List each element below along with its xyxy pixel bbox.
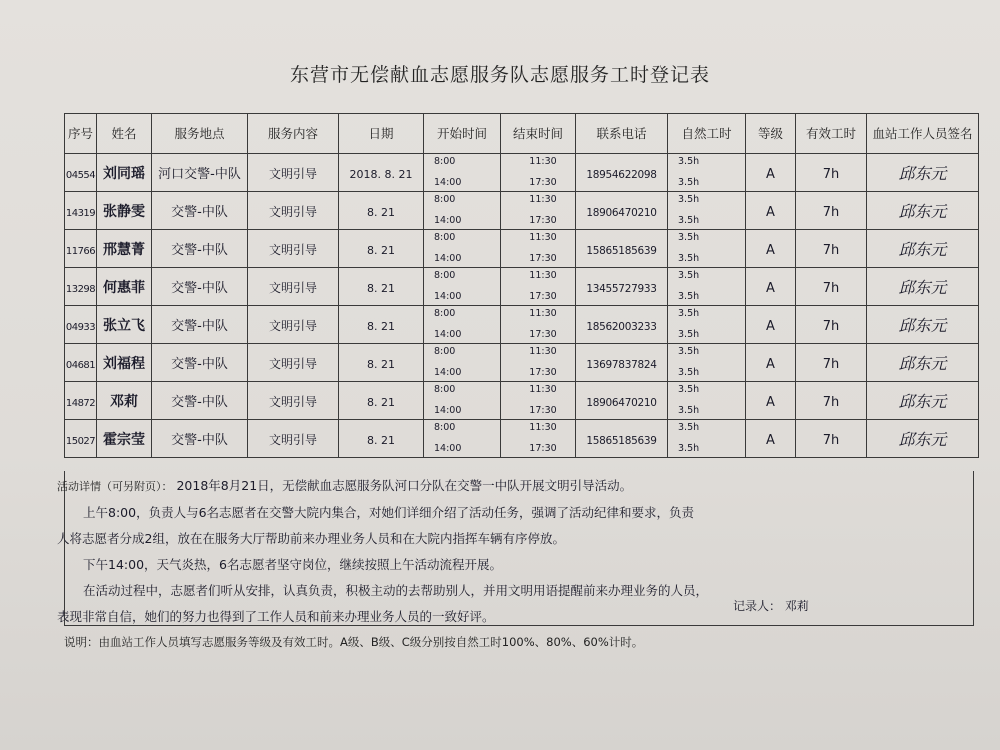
name-cell-value: 张立飞: [103, 317, 145, 334]
natural-hours-cell-value: 3.5h: [678, 422, 700, 433]
grade-cell: [746, 268, 796, 306]
hours-table: [64, 113, 979, 458]
name-cell: [97, 306, 152, 344]
activity-detail-text: [57, 473, 973, 630]
start-time-cell-value: 8:00: [434, 270, 456, 281]
serial-cell: [65, 230, 97, 268]
natural-hours-cell-value: 3.5h: [678, 405, 700, 416]
place-cell: [152, 268, 248, 306]
phone-cell-value: 15865185639: [586, 245, 657, 257]
recorder: [733, 597, 809, 614]
grade-cell: [746, 154, 796, 192]
footnote: 说明：由血站工作人员填写志愿服务等级及有效工时。A级、B级、C级分别按自然工时100%、80%、60%计时。: [64, 635, 644, 649]
content-cell-value: 文明引导: [268, 167, 317, 181]
start-time-cell: [424, 268, 501, 306]
name-cell: [97, 154, 152, 192]
serial-cell-value: 14872: [65, 398, 96, 409]
name-cell-value: 霍宗莹: [103, 431, 145, 448]
content-cell-value: 文明引导: [268, 433, 317, 447]
phone-cell: [576, 192, 668, 230]
signature-cell-value: 邱东元: [898, 354, 947, 373]
signature-cell: [867, 230, 979, 268]
serial-cell: [65, 344, 97, 382]
table-row: [65, 192, 979, 230]
column-header: 等级: [746, 114, 796, 154]
signature-cell: [867, 306, 979, 344]
serial-cell-value: 04681: [65, 360, 96, 371]
grade-cell: [746, 306, 796, 344]
effective-hours-cell-value: 7h: [822, 395, 840, 410]
grade-cell-value: A: [766, 357, 775, 372]
content-cell: [248, 306, 339, 344]
serial-cell: [65, 306, 97, 344]
date-cell-value: 2018. 8. 21: [349, 168, 413, 181]
effective-hours-cell-value: 7h: [822, 357, 840, 372]
detail-line-text: 2018年8月21日，无偿献血志愿服务队河口分队在交警一中队开展文明引导活动。: [176, 478, 633, 493]
date-cell: [339, 154, 424, 192]
effective-hours-cell-value: 7h: [822, 243, 840, 258]
name-cell-value: 张静雯: [103, 203, 145, 220]
natural-hours-cell: [668, 192, 746, 230]
date-cell: [339, 382, 424, 420]
natural-hours-cell: [668, 154, 746, 192]
signature-cell-value: 邱东元: [898, 316, 947, 335]
end-time-cell-value: 11:30: [529, 346, 557, 357]
date-cell: [339, 420, 424, 458]
column-header: 序号: [65, 114, 97, 154]
table-row: [65, 420, 979, 458]
end-time-cell-value: 11:30: [529, 384, 557, 395]
serial-cell: [65, 192, 97, 230]
effective-hours-cell: [796, 230, 867, 268]
natural-hours-cell-value: 3.5h: [678, 367, 700, 378]
date-cell: [339, 230, 424, 268]
date-cell-value: 8. 21: [367, 244, 395, 257]
content-cell: [248, 382, 339, 420]
signature-cell-value: 邱东元: [898, 392, 947, 411]
serial-cell-value: 13298: [65, 284, 96, 295]
signature-cell: [867, 268, 979, 306]
end-time-cell-value: 17:30: [529, 177, 557, 188]
phone-cell-value: 18906470210: [586, 207, 657, 219]
signature-cell: [867, 192, 979, 230]
name-cell: [97, 420, 152, 458]
phone-cell: [576, 420, 668, 458]
table-row: [65, 382, 979, 420]
signature-cell: [867, 382, 979, 420]
signature-cell: [867, 420, 979, 458]
end-time-cell-value: 11:30: [529, 232, 557, 243]
start-time-cell-value: 8:00: [434, 194, 456, 205]
page-title: 东营市无偿献血志愿服务队志愿服务工时登记表: [289, 64, 710, 86]
place-cell-value: 河口交警-中队: [158, 167, 241, 182]
phone-cell-value: 13697837824: [586, 359, 657, 371]
end-time-cell-value: 17:30: [529, 329, 557, 340]
date-cell: [339, 268, 424, 306]
grade-cell-value: A: [766, 319, 775, 334]
name-cell-value: 邓莉: [110, 393, 138, 410]
effective-hours-cell-value: 7h: [822, 433, 840, 448]
place-cell: [152, 382, 248, 420]
content-cell-value: 文明引导: [268, 319, 317, 333]
grade-cell-value: A: [766, 167, 775, 182]
phone-cell-value: 18562003233: [586, 321, 657, 333]
effective-hours-cell-value: 7h: [822, 205, 840, 220]
signature-cell-value: 邱东元: [898, 278, 947, 297]
serial-cell-value: 15027: [65, 436, 96, 447]
phone-cell-value: 15865185639: [586, 435, 657, 447]
start-time-cell: [424, 382, 501, 420]
content-cell: [248, 230, 339, 268]
start-time-cell: [424, 344, 501, 382]
grade-cell-value: A: [766, 433, 775, 448]
date-cell-value: 8. 21: [367, 358, 395, 371]
grade-cell-value: A: [766, 243, 775, 258]
name-cell: [97, 382, 152, 420]
detail-line: 上午8:00，负责人与6名志愿者在交警大院内集合，对她们详细介绍了活动任务，强调了活动纪律和要求，负责: [83, 505, 695, 520]
end-time-cell-value: 11:30: [529, 422, 557, 433]
detail-line: 表现非常自信，她们的努力也得到了工作人员和前来办理业务人员的一致好评。: [57, 609, 495, 624]
serial-cell-value: 04554: [65, 170, 96, 181]
content-cell: [248, 420, 339, 458]
natural-hours-cell-value: 3.5h: [678, 346, 700, 357]
start-time-cell-value: 14:00: [434, 291, 462, 302]
start-time-cell: [424, 420, 501, 458]
phone-cell: [576, 344, 668, 382]
natural-hours-cell-value: 3.5h: [678, 291, 700, 302]
date-cell: [339, 306, 424, 344]
place-cell-value: 交警-中队: [171, 319, 228, 334]
effective-hours-cell: [796, 420, 867, 458]
content-cell-value: 文明引导: [268, 205, 317, 219]
serial-cell: [65, 268, 97, 306]
date-cell-value: 8. 21: [367, 320, 395, 333]
start-time-cell-value: 8:00: [434, 156, 456, 167]
table-row: [65, 154, 979, 192]
phone-cell: [576, 230, 668, 268]
natural-hours-cell-value: 3.5h: [678, 194, 700, 205]
grade-cell-value: A: [766, 205, 775, 220]
place-cell-value: 交警-中队: [171, 205, 228, 220]
place-cell: [152, 230, 248, 268]
date-cell-value: 8. 21: [367, 434, 395, 447]
start-time-cell-value: 8:00: [434, 232, 456, 243]
place-cell: [152, 192, 248, 230]
serial-cell: [65, 382, 97, 420]
phone-cell: [576, 306, 668, 344]
date-cell-value: 8. 21: [367, 396, 395, 409]
name-cell: [97, 268, 152, 306]
end-time-cell: [501, 382, 576, 420]
effective-hours-cell-value: 7h: [822, 281, 840, 296]
start-time-cell-value: 8:00: [434, 422, 456, 433]
natural-hours-cell-value: 3.5h: [678, 384, 700, 395]
column-header: 自然工时: [668, 114, 746, 154]
signature-cell-value: 邱东元: [898, 202, 947, 221]
name-cell-value: 刘同瑶: [103, 165, 145, 182]
name-cell: [97, 230, 152, 268]
end-time-cell-value: 17:30: [529, 215, 557, 226]
detail-line: [57, 473, 973, 500]
column-header: 姓名: [97, 114, 152, 154]
recorder-name: 邓莉: [784, 599, 809, 613]
phone-cell: [576, 154, 668, 192]
start-time-cell-value: 14:00: [434, 177, 462, 188]
phone-cell: [576, 268, 668, 306]
effective-hours-cell: [796, 192, 867, 230]
table-row: [65, 268, 979, 306]
activity-detail-box: [57, 471, 974, 626]
effective-hours-cell: [796, 154, 867, 192]
natural-hours-cell-value: 3.5h: [678, 308, 700, 319]
column-header: 日期: [339, 114, 424, 154]
natural-hours-cell: [668, 344, 746, 382]
table-row: [65, 344, 979, 382]
phone-cell: [576, 382, 668, 420]
natural-hours-cell-value: 3.5h: [678, 443, 700, 454]
date-cell-value: 8. 21: [367, 282, 395, 295]
content-cell-value: 文明引导: [268, 281, 317, 295]
name-cell: [97, 344, 152, 382]
end-time-cell-value: 17:30: [529, 443, 557, 454]
column-header: 开始时间: [424, 114, 501, 154]
serial-cell: [65, 420, 97, 458]
phone-cell-value: 13455727933: [586, 283, 657, 295]
end-time-cell-value: 11:30: [529, 156, 557, 167]
grade-cell: [746, 382, 796, 420]
signature-cell-value: 邱东元: [898, 240, 947, 259]
natural-hours-cell: [668, 420, 746, 458]
grade-cell: [746, 192, 796, 230]
start-time-cell-value: 14:00: [434, 405, 462, 416]
end-time-cell: [501, 306, 576, 344]
detail-line: 在活动过程中，志愿者们听从安排，认真负责，积极主动的去帮助别人，并用文明用语提醒前来办理业务的人员，: [83, 583, 709, 598]
end-time-cell-value: 17:30: [529, 367, 557, 378]
content-cell-value: 文明引导: [268, 395, 317, 409]
effective-hours-cell: [796, 268, 867, 306]
place-cell-value: 交警-中队: [171, 357, 228, 372]
end-time-cell-value: 11:30: [529, 308, 557, 319]
end-time-cell: [501, 268, 576, 306]
end-time-cell-value: 11:30: [529, 194, 557, 205]
natural-hours-cell-value: 3.5h: [678, 329, 700, 340]
date-cell: [339, 192, 424, 230]
content-cell: [248, 344, 339, 382]
signature-cell-value: 邱东元: [898, 430, 947, 449]
end-time-cell: [501, 230, 576, 268]
phone-cell-value: 18906470210: [586, 397, 657, 409]
natural-hours-cell-value: 3.5h: [678, 232, 700, 243]
detail-label: 活动详情（可另附页）：: [57, 480, 173, 493]
place-cell-value: 交警-中队: [171, 395, 228, 410]
effective-hours-cell: [796, 382, 867, 420]
content-cell: [248, 192, 339, 230]
start-time-cell-value: 8:00: [434, 346, 456, 357]
column-header: 有效工时: [796, 114, 867, 154]
column-header: 血站工作人员签名: [867, 114, 979, 154]
end-time-cell: [501, 192, 576, 230]
place-cell-value: 交警-中队: [171, 281, 228, 296]
natural-hours-cell: [668, 230, 746, 268]
column-header: 服务地点: [152, 114, 248, 154]
end-time-cell-value: 17:30: [529, 291, 557, 302]
serial-cell-value: 14319: [65, 208, 96, 219]
natural-hours-cell-value: 3.5h: [678, 177, 700, 188]
signature-cell: [867, 154, 979, 192]
table-row: [65, 306, 979, 344]
start-time-cell-value: 14:00: [434, 367, 462, 378]
grade-cell-value: A: [766, 281, 775, 296]
name-cell-value: 刘福程: [103, 355, 145, 372]
date-cell: [339, 344, 424, 382]
natural-hours-cell-value: 3.5h: [678, 215, 700, 226]
place-cell-value: 交警-中队: [171, 243, 228, 258]
detail-line: 人将志愿者分成2组，放在在服务大厅帮助前来办理业务人员和在大院内指挥车辆有序停放。: [57, 531, 565, 546]
content-cell: [248, 268, 339, 306]
natural-hours-cell-value: 3.5h: [678, 253, 700, 264]
serial-cell-value: 11766: [65, 246, 96, 257]
natural-hours-cell-value: 3.5h: [678, 270, 700, 281]
natural-hours-cell: [668, 306, 746, 344]
content-cell: [248, 154, 339, 192]
column-header: 结束时间: [501, 114, 576, 154]
column-header: 服务内容: [248, 114, 339, 154]
date-cell-value: 8. 21: [367, 206, 395, 219]
natural-hours-cell: [668, 268, 746, 306]
start-time-cell-value: 14:00: [434, 253, 462, 264]
signature-cell-value: 邱东元: [898, 164, 947, 183]
effective-hours-cell-value: 7h: [822, 319, 840, 334]
place-cell: [152, 344, 248, 382]
natural-hours-cell: [668, 382, 746, 420]
end-time-cell: [501, 420, 576, 458]
start-time-cell-value: 14:00: [434, 215, 462, 226]
name-cell-value: 邢慧菁: [103, 241, 145, 258]
content-cell-value: 文明引导: [268, 357, 317, 371]
start-time-cell-value: 14:00: [434, 329, 462, 340]
effective-hours-cell: [796, 344, 867, 382]
place-cell: [152, 420, 248, 458]
table-row: [65, 230, 979, 268]
place-cell: [152, 154, 248, 192]
phone-cell-value: 18954622098: [586, 169, 657, 181]
grade-cell: [746, 230, 796, 268]
end-time-cell-value: 17:30: [529, 405, 557, 416]
natural-hours-cell-value: 3.5h: [678, 156, 700, 167]
start-time-cell: [424, 306, 501, 344]
detail-line: 下午14:00，天气炎热，6名志愿者坚守岗位，继续按照上午活动流程开展。: [83, 557, 502, 572]
serial-cell: [65, 154, 97, 192]
grade-cell: [746, 420, 796, 458]
end-time-cell: [501, 154, 576, 192]
recorder-label: 记录人：: [733, 599, 782, 613]
name-cell-value: 何惠菲: [103, 279, 145, 296]
start-time-cell-value: 8:00: [434, 384, 456, 395]
end-time-cell-value: 11:30: [529, 270, 557, 281]
effective-hours-cell: [796, 306, 867, 344]
end-time-cell-value: 17:30: [529, 253, 557, 264]
start-time-cell: [424, 192, 501, 230]
place-cell-value: 交警-中队: [171, 433, 228, 448]
grade-cell: [746, 344, 796, 382]
column-header: 联系电话: [576, 114, 668, 154]
place-cell: [152, 306, 248, 344]
name-cell: [97, 192, 152, 230]
start-time-cell-value: 14:00: [434, 443, 462, 454]
start-time-cell: [424, 154, 501, 192]
end-time-cell: [501, 344, 576, 382]
grade-cell-value: A: [766, 395, 775, 410]
content-cell-value: 文明引导: [268, 243, 317, 257]
table-header-row: [65, 114, 979, 154]
signature-cell: [867, 344, 979, 382]
start-time-cell: [424, 230, 501, 268]
serial-cell-value: 04933: [65, 322, 96, 333]
effective-hours-cell-value: 7h: [822, 167, 840, 182]
start-time-cell-value: 8:00: [434, 308, 456, 319]
